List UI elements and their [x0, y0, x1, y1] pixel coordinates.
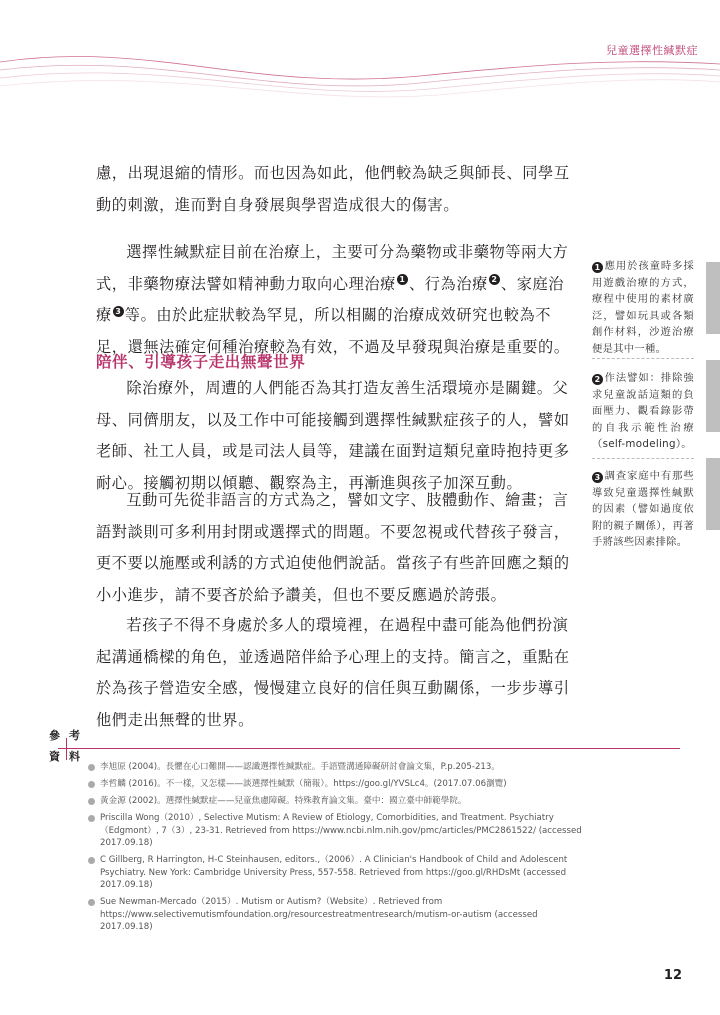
references-label: 參 考 資 料 [49, 729, 80, 763]
paragraph-interaction: 互動可先從非語言的方式為之，譬如文字、肢體動作、繪畫；言語對談則可多利用封閉或選擇式的問題。不要忽視或代替孩子發言，更不要以施壓或利誘的方式迫使他們說話。當孩子有些許回應之類的小小進步，請不要吝於給予讚美，但也不要反應過於誇張。 [96, 491, 570, 604]
side-tab-marker [706, 360, 720, 432]
page-number: 12 [663, 968, 682, 983]
sidenote-number: 3 [592, 472, 603, 483]
sidenote-number: 2 [592, 374, 603, 385]
references-list [87, 761, 587, 939]
reference-item: 李哲麟 (2016)。不一樣，又怎樣——談選擇性緘默（簡報）。https://goo.gl/YVSLc4。(2017.07.06瀏覽) [87, 778, 587, 791]
references-rule [58, 748, 680, 749]
sidenote-1: 1 應用於孩童時多採用遊戲治療的方式，療程中使用的素材廣泛，譬如玩具或各類創作材料，沙遊治療便是其中一種。 [592, 260, 694, 355]
footnote-marker-3: 3 [113, 306, 124, 317]
footnote-marker-1: 1 [397, 274, 408, 285]
running-header: 兒童選擇性緘默症 [606, 44, 698, 57]
section-heading: 陪伴、引導孩子走出無聲世界 [96, 352, 306, 371]
side-tab-marker [706, 262, 720, 334]
paragraph-environment: 除治療外，周遭的人們能否為其打造友善生活環境亦是關鍵。父母、同儕朋友，以及工作中可能接觸到選擇性緘默症孩子的人，譬如老師、社工人員，或是司法人員等，建議在面對這類兒童時抱持更多耐心。接觸初期以傾聽、觀察為主，再漸進與孩子加深互動。 [96, 379, 570, 492]
reference-item: Priscilla Wong（2010）, Selective Mutism: A Review of Etiology, Comorbidities, and Treatment. Psychiatry（Edgmont）, 7（3）, 23-31. Retrieved from https://www.ncbi.nlm.nih.gov/pmc/articles/PMC2861522/ (accessed 2017.09.18) [87, 812, 587, 850]
sidenote-number: 1 [592, 262, 603, 273]
sidenote-3: 3 調查家庭中有那些導致兒童選擇性緘默的因素（譬如過度依附的親子關係），再著手將該些因素排除。 [592, 470, 694, 548]
sidenote-divider [592, 458, 694, 459]
side-tab-marker [706, 458, 720, 530]
sidenote-divider [592, 358, 694, 359]
paragraph-continuation: 慮，出現退縮的情形。而也因為如此，他們較為缺乏與師長、同學互動的刺激，進而對自身發展與學習造成很大的傷害。 [96, 164, 570, 214]
sidenote-2: 2 作法譬如：排除強求兒童說話這類的負面壓力、觀看錄影帶的自我示範性治療（self-modeling）。 [592, 372, 694, 450]
reference-item: Sue Newman-Mercado（2015）. Mutism or Autism?（Website）. Retrieved from https://www.selectivemutismfoundation.org/resourcestreatmentresearch/mutism-or-autism (accessed 2017.09.18) [87, 896, 587, 934]
reference-item: C Gillberg, R Harrington, H-C Steinhausen, editors.,（2006）. A Clinician's Handbook of Child and Adolescent Psychiatry. New York: Cambridge University Press, 557-558. Retrieved from https://goo.gl/RHDsMt (accessed 2017.09.18) [87, 854, 587, 892]
paragraph-treatment: 選擇性緘默症目前在治療上，主要可分為藥物或非藥物等兩大方式，非藥物療法譬如精神動力取向心理治療 1 、行為治療 2 、家庭治療 3 等。由於此症狀較為罕見，所以相關的治療成效研究也較為不足，還無法確定何種治療較為有效，不過及早發現與治療是重要的。 [96, 243, 570, 356]
reference-item: 黃金源 (2002)。選擇性緘默症——兒童焦慮障礙。特殊教育論文集。臺中：國立臺中師範學院。 [87, 795, 587, 808]
paragraph-support: 若孩子不得不身處於多人的環境裡，在過程中盡可能為他們扮演起溝通橋樑的角色，並透過陪伴給予心理上的支持。簡言之，重點在於為孩子營造安全感，慢慢建立良好的信任與互動關係，一步步導引他們走出無聲的世界。 [96, 616, 570, 729]
reference-item: 李旭原 (2004)。長懼在心口難開——認識選擇性緘默症。手語暨溝通障礙研討會論文集，P.p.205-213。 [87, 761, 587, 774]
footnote-marker-2: 2 [489, 274, 500, 285]
references-rule-vertical [66, 738, 67, 760]
